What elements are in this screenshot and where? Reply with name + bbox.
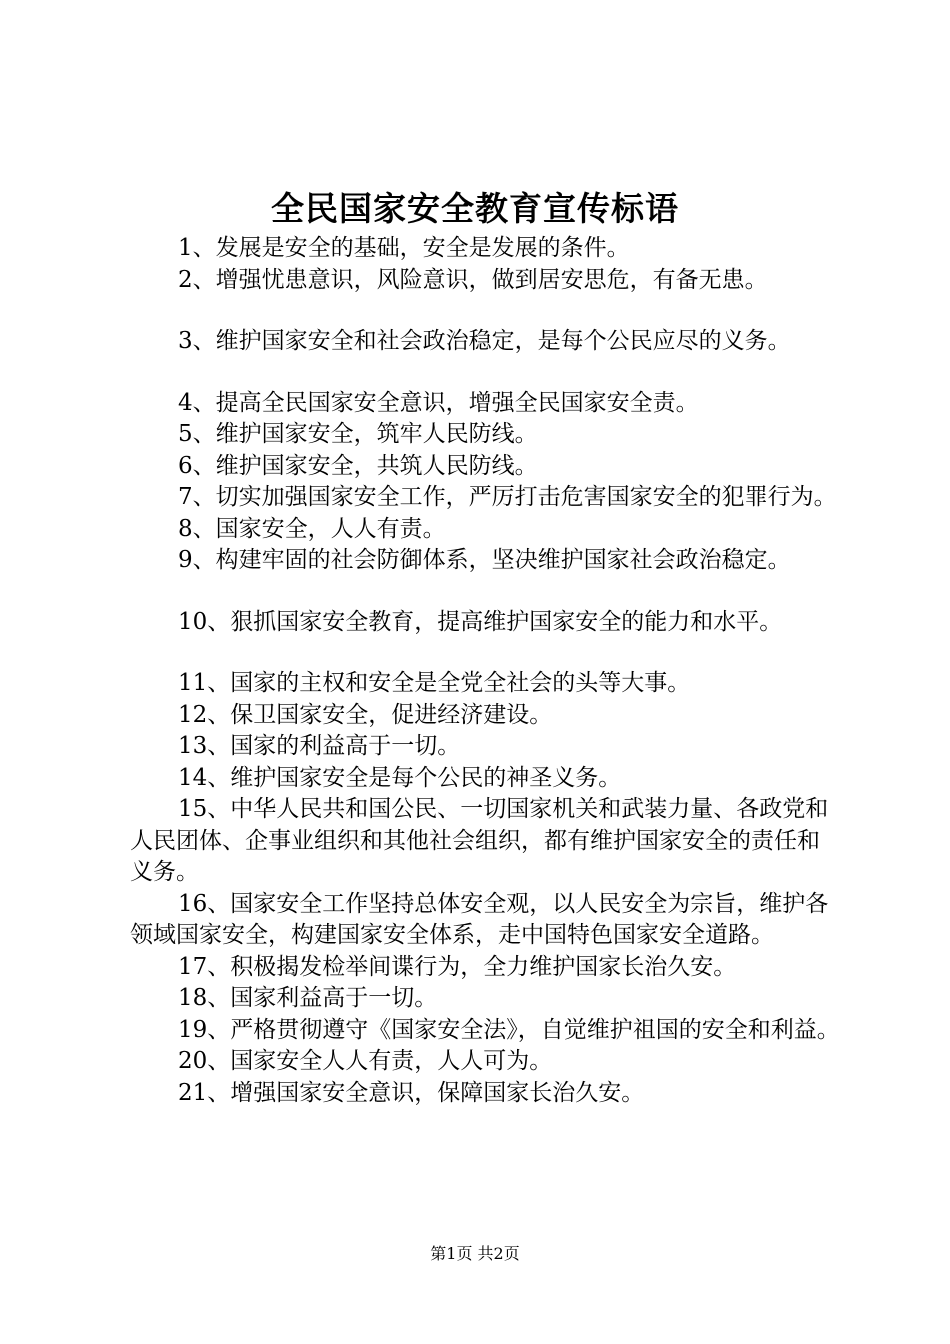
slogan-item-5: 5、维护国家安全，筑牢人民防线。	[178, 421, 538, 447]
slogan-item-16: 16、国家安全工作坚持总体安全观，以人民安全为宗旨，维护各领域国家安全，构建国家安全体系，走中国特色国家安全道路。	[130, 890, 829, 948]
slogan-item-8: 8、国家安全，人人有责。	[178, 515, 446, 542]
document-title: 全民国家安全教育宣传标语	[271, 189, 679, 228]
slogan-item-18: 18、国家利益高于一切。	[178, 985, 438, 1011]
slogan-item-3: 3、维护国家安全和社会政治稳定，是每个公民应尽的义务。	[178, 328, 791, 354]
slogan-item-10: 10、狠抓国家安全教育，提高维护国家安全的能力和水平。	[178, 608, 783, 635]
slogan-item-9: 9、构建牢固的社会防御体系，坚决维护国家社会政治稳定。	[178, 547, 791, 573]
slogan-item-20: 20、国家安全人人有责，人人可为。	[178, 1048, 553, 1074]
slogan-item-1: 1、发展是安全的基础，安全是发展的条件。	[178, 235, 630, 261]
slogan-item-13: 13、国家的利益高于一切。	[178, 733, 461, 759]
page-footer: 第1页 共2页	[430, 1244, 520, 1263]
slogan-item-11: 11、国家的主权和安全是全党全社会的头等大事。	[178, 670, 691, 696]
slogan-item-7: 7、切实加强国家安全工作，严厉打击危害国家安全的犯罪行为。	[178, 484, 837, 510]
slogan-list	[130, 233, 840, 1109]
slogan-item-6: 6、维护国家安全，共筑人民防线。	[178, 452, 538, 479]
slogan-item-2: 2、增强忧患意识，风险意识，做到居安思危，有备无患。	[178, 266, 768, 293]
slogan-item-21: 21、增强国家安全意识，保障国家长治久安。	[178, 1079, 645, 1106]
slogan-item-4: 4、提高全民国家安全意识，增强全民国家安全责。	[178, 389, 699, 416]
slogan-item-12: 12、保卫国家安全，促进经济建设。	[178, 701, 553, 728]
slogan-item-14: 14、维护国家安全是每个公民的神圣义务。	[178, 764, 622, 791]
slogan-item-15: 15、中华人民共和国公民、一切国家机关和武装力量、各政党和人民团体、企事业组织和其他社会组织，都有维护国家安全的责任和义务。	[130, 796, 829, 885]
slogan-item-17: 17、积极揭发检举间谍行为，全力维护国家长治久安。	[178, 953, 737, 980]
slogan-item-19: 19、严格贯彻遵守《国家安全法》，自觉维护祖国的安全和利益。	[178, 1016, 840, 1043]
